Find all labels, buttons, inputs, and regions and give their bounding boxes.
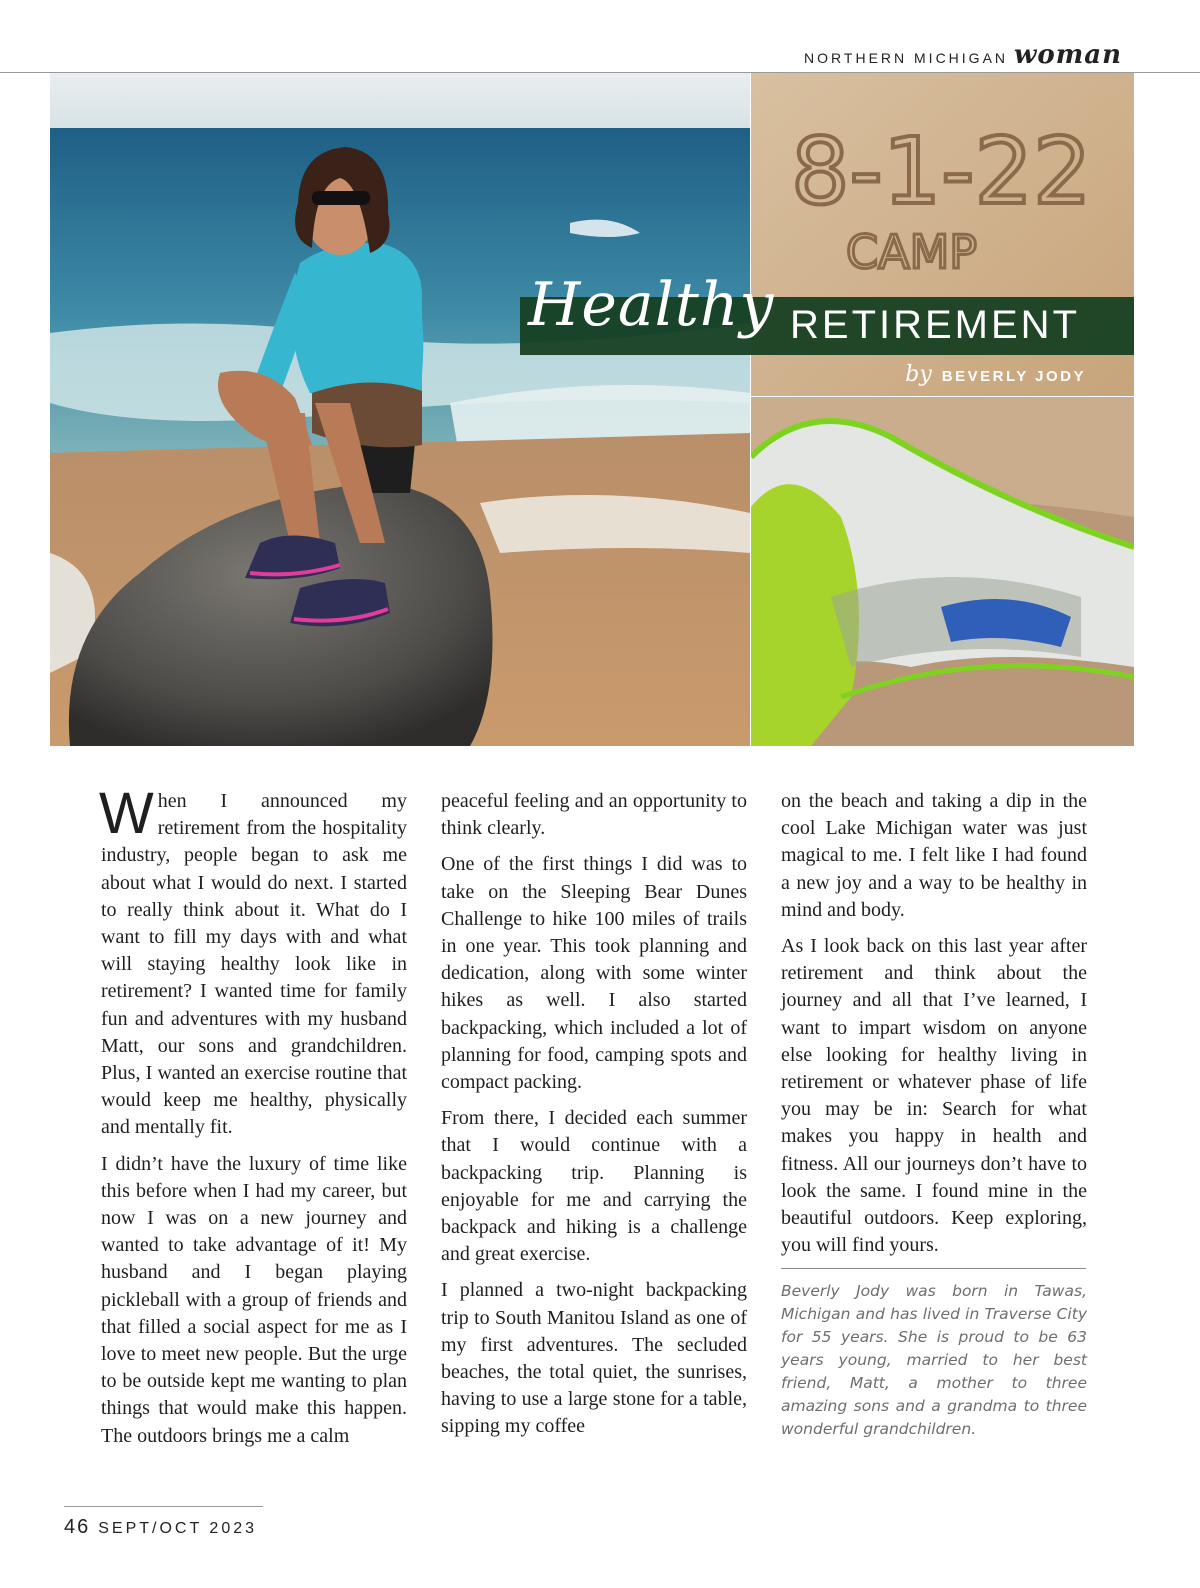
folio [64, 1516, 257, 1539]
paragraph: As I look back on this last year after retirement and think about the journey and all that I’ve learned, I want to impart wisdom on anyone else looking for healthy living in retirement or whatever phase of life you may be in: Search for what makes you happy in health and fitness. All our journeys don’t have to look the same. I found mine in the beautiful outdoors. Keep exploring, you will find yours. [781, 935, 1087, 1257]
author-bio: Beverly Jody was born in Tawas, Michigan and has lived in Traverse City for 55 years. She is proud to be 63 years young, married to her best friend, Matt, a mother to three amazing sons and a grandma to three wonderful grandchildren. [781, 1282, 1087, 1438]
byline [905, 362, 1086, 387]
bio-divider [781, 1268, 1086, 1269]
paragraph: From there, I decided each summer that I would continue with a backpacking trip. Planning is enjoyable for me and carrying the backpack and hiking is a challenge and great exercise. [441, 1107, 747, 1266]
masthead-publication: NORTHERN MICHIGAN [804, 50, 1009, 66]
paragraph: One of the first things I did was to take on the Sleeping Bear Dunes Challenge to hike 100 miles of trails in one year. This took planning and dedication, along with some winter hikes as well. I also started backpacking, which included a lot of planning for food, camping spots and compact packing. [441, 853, 747, 1094]
title-script: Healthy [528, 270, 775, 340]
beach-rock-photo [50, 73, 750, 746]
tent-photo [751, 397, 1134, 746]
page-title: RETIREMENT [790, 303, 1080, 347]
article-column-2 [441, 788, 747, 1450]
paragraph: on the beach and taking a dip in the cool Lake Michigan water was just magical to me. I felt like I had found a new joy and a way to be healthy in mind and body. [781, 790, 1087, 921]
byline-author: BEVERLY JODY [941, 368, 1086, 385]
sand-word-text: CAMP [846, 225, 978, 279]
byline-prefix: by [905, 362, 932, 387]
article-column-1 [99, 781, 407, 1459]
hero-photo-collage [50, 73, 1134, 746]
page-number: 46 [64, 1516, 91, 1538]
paragraph: peaceful feeling and an opportunity to think clearly. [441, 790, 747, 840]
sand-date-text: 8-1-22 [791, 118, 1092, 225]
paragraph-text: hen I announced my retirement from the hospitality industry, people began to ask me about what I would do next. I started to really think about it. What do I want to fill my days with and what will staying healthy look like in retirement? I wanted time for family fun and adventures with my husband Matt, our sons and grandchildren. Plus, I wanted an exercise routine that would keep me healthy, physically and mentally fit. [101, 790, 407, 1139]
issue-date: SEPT/OCT 2023 [98, 1520, 258, 1537]
footer-rule [64, 1506, 263, 1507]
masthead [804, 40, 1122, 70]
paragraph [99, 781, 407, 1142]
article-column-3 [781, 788, 1087, 1268]
paragraph: I didn’t have the luxury of time like this before when I had my career, but now I was on a new journey and wanted to take advantage of it! My husband and I began playing pickleball with a group of friends and that filled a social aspect for me as I love to meet new people. But the urge to be outside kept me wanting to plan things that would make this happen. The outdoors brings me a calm [101, 1152, 407, 1447]
drop-cap: W [99, 781, 154, 846]
paragraph: I planned a two-night backpacking trip to South Manitou Island as one of my first adventures. The secluded beaches, the total quiet, the sunrises, having to use a large stone for a table, sipping my coffee [441, 1279, 747, 1438]
masthead-script: woman [1014, 40, 1122, 70]
